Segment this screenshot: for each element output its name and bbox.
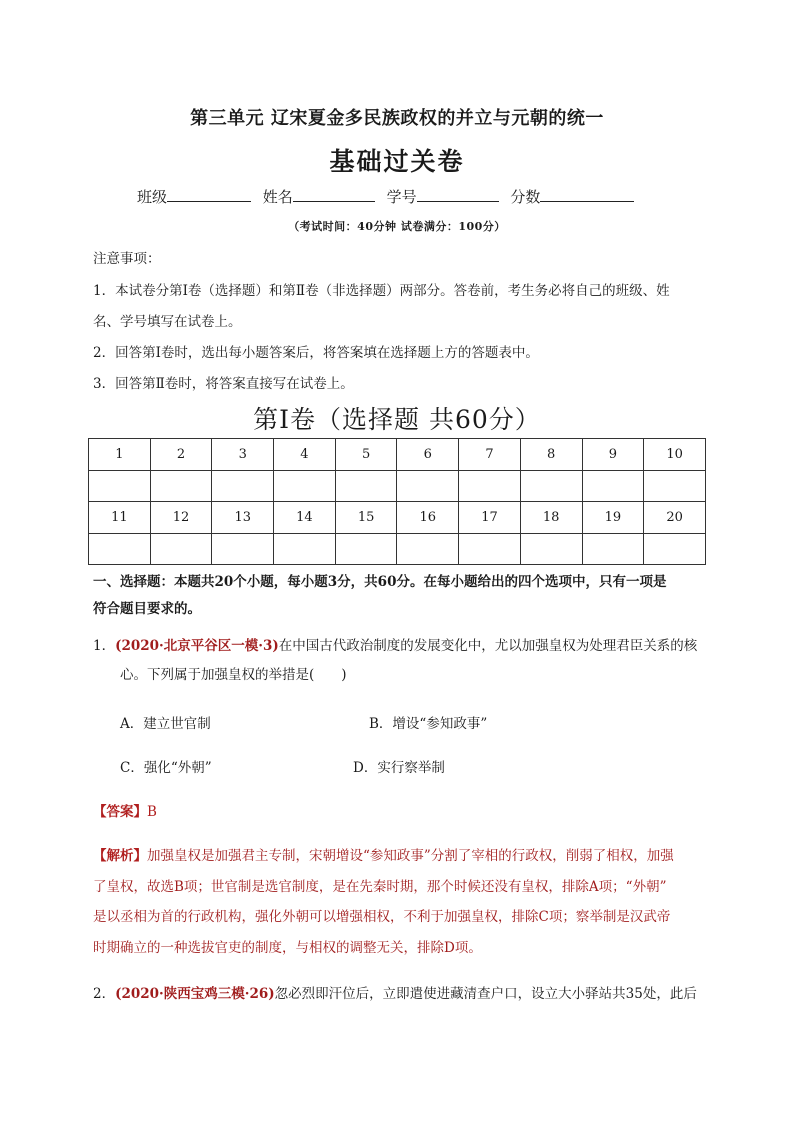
answer-cell[interactable]: [582, 533, 644, 565]
answer-number: 1: [89, 439, 151, 471]
question-text: 忽必烈即汗位后，立即遣使进藏清查户口，设立大小驿站共35处，此后: [274, 986, 697, 1002]
unit-title: 第三单元 辽宋夏金多民族政权的并立与元朝的统一: [190, 108, 604, 129]
option-b[interactable]: B．增设“参知政事”: [369, 716, 488, 732]
answer-cell[interactable]: [274, 533, 336, 565]
answer-number: 10: [644, 439, 706, 471]
analysis-line: 了皇权，故选B项；世官制是选官制度，是在先秦时期，那个时候还没有皇权，排除A项；“外朝”: [93, 878, 667, 895]
question-source: (2020·陕西宝鸡三模·26): [115, 986, 275, 1002]
instructions-line: 一、选择题：本题共20个小题，每小题3分，共60分。在每小题给出的四个选项中，只有一项是: [93, 574, 667, 590]
answer-number: 13: [212, 502, 274, 534]
notice-item: 2．回答第Ⅰ卷时，选出每小题答案后，将答案填在选择题上方的答题表中。: [93, 345, 539, 361]
answer-cell[interactable]: [520, 470, 582, 502]
analysis-line: 时期确立的一种选拔官吏的制度，与相权的调整无关，排除D项。: [93, 939, 482, 956]
analysis-label: 【解析】: [93, 848, 147, 864]
answer-number: 8: [520, 439, 582, 471]
answer-cell[interactable]: [150, 470, 212, 502]
class-blank[interactable]: [167, 187, 251, 202]
notice-item: 名、学号填写在试卷上。: [93, 314, 242, 330]
question-source: (2020·北京平谷区一模·3): [115, 638, 279, 654]
option-d[interactable]: D．实行察举制: [353, 760, 445, 776]
student-info-fields: [137, 186, 641, 207]
analysis-line: [93, 841, 705, 872]
answer-cell[interactable]: [274, 470, 336, 502]
option-c[interactable]: C．强化“外朝”: [120, 760, 212, 776]
answer-number: 20: [644, 502, 706, 534]
question-text: 在中国古代政治制度的发展变化中，尤以加强皇权为处理君臣关系的核: [278, 638, 698, 654]
answer-number: 16: [397, 502, 459, 534]
answer-grid: [88, 438, 706, 565]
answer-number-row: [89, 439, 706, 471]
analysis-text: 加强皇权是加强君主专制，宋朝增设“参知政事”分割了宰相的行政权，削弱了相权，加强: [147, 848, 674, 864]
instructions-line: 符合题目要求的。: [93, 601, 201, 617]
answer-cell[interactable]: [644, 533, 706, 565]
answer-cell[interactable]: [459, 533, 521, 565]
answer-number: 2: [150, 439, 212, 471]
answer-blank-row: [89, 533, 706, 565]
answer-number: 5: [335, 439, 397, 471]
answer-cell[interactable]: [397, 470, 459, 502]
main-title: 基础过关卷: [329, 147, 465, 176]
answer-number: 7: [459, 439, 521, 471]
answer-cell[interactable]: [520, 533, 582, 565]
answer-label: 【答案】: [93, 804, 147, 820]
part1-title: 第Ⅰ卷（选择题 共60分）: [253, 405, 541, 434]
analysis-line: 是以丞相为首的行政机构，强化外朝可以增强相权，不利于加强皇权，排除C项；察举制是汉武帝: [93, 909, 671, 925]
question-1-stem-cont: 心。下列属于加强皇权的举措是( ): [120, 667, 347, 683]
answer-line: [93, 800, 157, 820]
answer-cell[interactable]: [212, 470, 274, 502]
name-label: 姓名: [262, 188, 293, 206]
answer-cell[interactable]: [89, 533, 151, 565]
answer-number: 14: [274, 502, 336, 534]
answer-number: 18: [520, 502, 582, 534]
answer-number: 4: [274, 439, 336, 471]
question-1-stem: [93, 632, 705, 661]
question-number: 2．: [93, 986, 116, 1002]
answer-number: 17: [459, 502, 521, 534]
score-blank[interactable]: [540, 187, 634, 202]
answer-blank-row: [89, 470, 706, 502]
student-id-label: 学号: [386, 188, 417, 206]
question-2-stem: [93, 980, 705, 1009]
answer-number: 9: [582, 439, 644, 471]
question-number: 1．: [93, 638, 116, 654]
answer-value: B: [147, 804, 157, 820]
answer-cell[interactable]: [335, 533, 397, 565]
notice-item: 1．本试卷分第Ⅰ卷（选择题）和第Ⅱ卷（非选择题）两部分。答卷前，考生务必将自己的班级、姓: [93, 283, 670, 299]
analysis-block: [93, 841, 705, 963]
name-blank[interactable]: [293, 187, 375, 202]
answer-number: 11: [89, 502, 151, 534]
score-label: 分数: [510, 188, 541, 206]
notice-heading: 注意事项：: [93, 251, 161, 267]
answer-number: 3: [212, 439, 274, 471]
answer-number-row: [89, 502, 706, 534]
answer-number: 12: [150, 502, 212, 534]
answer-cell[interactable]: [150, 533, 212, 565]
answer-cell[interactable]: [644, 470, 706, 502]
answer-cell[interactable]: [397, 533, 459, 565]
section-instructions: [93, 569, 705, 623]
answer-number: 19: [582, 502, 644, 534]
student-id-blank[interactable]: [417, 187, 499, 202]
answer-cell[interactable]: [212, 533, 274, 565]
answer-number: 6: [397, 439, 459, 471]
answer-cell[interactable]: [89, 470, 151, 502]
answer-number: 15: [335, 502, 397, 534]
class-label: 班级: [137, 188, 168, 206]
time-note: （考试时间：40分钟 试卷满分：100分）: [288, 220, 506, 233]
answer-cell[interactable]: [335, 470, 397, 502]
option-a[interactable]: A．建立世官制: [120, 716, 211, 732]
answer-cell[interactable]: [582, 470, 644, 502]
answer-cell[interactable]: [459, 470, 521, 502]
notice-item: 3．回答第Ⅱ卷时，将答案直接写在试卷上。: [93, 376, 354, 392]
